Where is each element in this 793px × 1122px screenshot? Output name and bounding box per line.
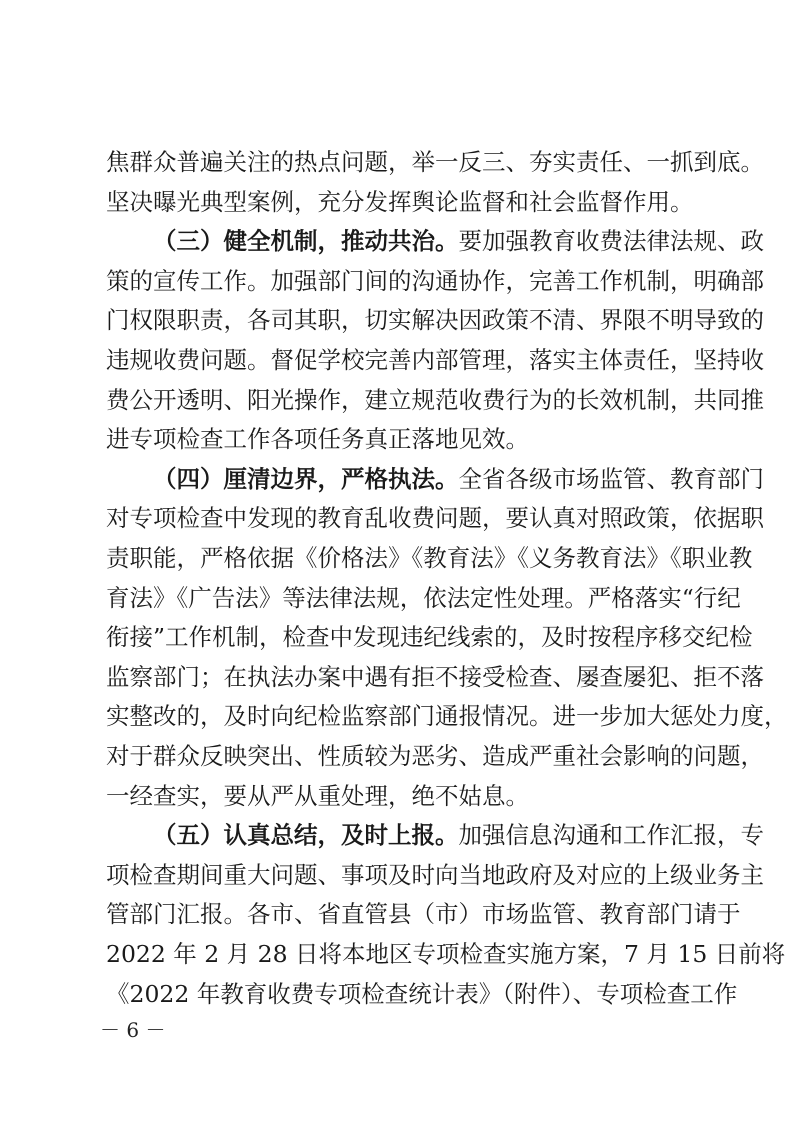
body-line: 费公开透明、阳光操作，建立规范收费行为的长效机制，共同推	[106, 385, 764, 414]
body-line: 2022 年 2 月 28 日将本地区专项检查实施方案，7 月 15 日前将	[106, 940, 786, 968]
body-line: 进专项检查工作各项任务真正落地见效。	[106, 425, 529, 454]
body-line: 育法》《广告法》等法律法规，依法定性处理。严格落实“行纪	[106, 583, 741, 612]
section-heading: （五）认真总结，及时上报。	[153, 821, 459, 850]
section-heading-line: （四）厘清边界，严格执法。全省各级市场监管、教育部门	[153, 464, 764, 493]
section-heading: （四）厘清边界，严格执法。	[153, 464, 459, 493]
body-line: 门权限职责，各司其职，切实解决因政策不清、界限不明导致的	[106, 306, 764, 335]
body-line: 焦群众普遍关注的热点问题，举一反三、夯实责任、一抓到底。	[106, 148, 764, 176]
body-line: 项检查期间重大问题、事项及时向当地政府及对应的上级业务主	[106, 860, 764, 889]
body-line: 监察部门；在执法办案中遇有拒不接受检查、屡查屡犯、拒不落	[106, 662, 764, 691]
section-heading: （三）健全机制，推动共治。	[153, 227, 459, 256]
body-line: 责职能，严格依据《价格法》《教育法》《义务教育法》《职业教	[106, 544, 753, 572]
section-heading-line: （五）认真总结，及时上报。加强信息沟通和工作汇报，专	[153, 821, 764, 850]
body-line: 对于群众反映突出、性质较为恶劣、造成严重社会影响的问题，	[106, 742, 764, 770]
body-line: 对专项检查中发现的教育乱收费问题，要认真对照政策，依据职	[106, 504, 764, 533]
body-line: 《2022 年教育收费专项检查统计表》（附件）、专项检查工作	[106, 979, 738, 1008]
section-heading-line: （三）健全机制，推动共治。要加强教育收费法律法规、政	[153, 227, 764, 256]
body-line: 实整改的，及时向纪检监察部门通报情况。进一步加大惩处力度，	[106, 702, 788, 731]
body-line: 管部门汇报。各市、省直管县（市）市场监管、教育部门请于	[106, 900, 741, 929]
body-line: 一经查实，要从严从重处理，绝不姑息。	[106, 781, 529, 810]
body-line: 衔接”工作机制，检查中发现违纪线索的，及时按程序移交纪检	[106, 623, 753, 652]
body-line: 坚决曝光典型案例，充分发挥舆论监督和社会监督作用。	[106, 187, 694, 216]
body-line: 违规收费问题。督促学校完善内部管理，落实主体责任，坚持收	[106, 346, 764, 374]
body-line: 策的宣传工作。加强部门间的沟通协作，完善工作机制，明确部	[106, 266, 764, 295]
page-number: － 6 －	[100, 1018, 166, 1042]
